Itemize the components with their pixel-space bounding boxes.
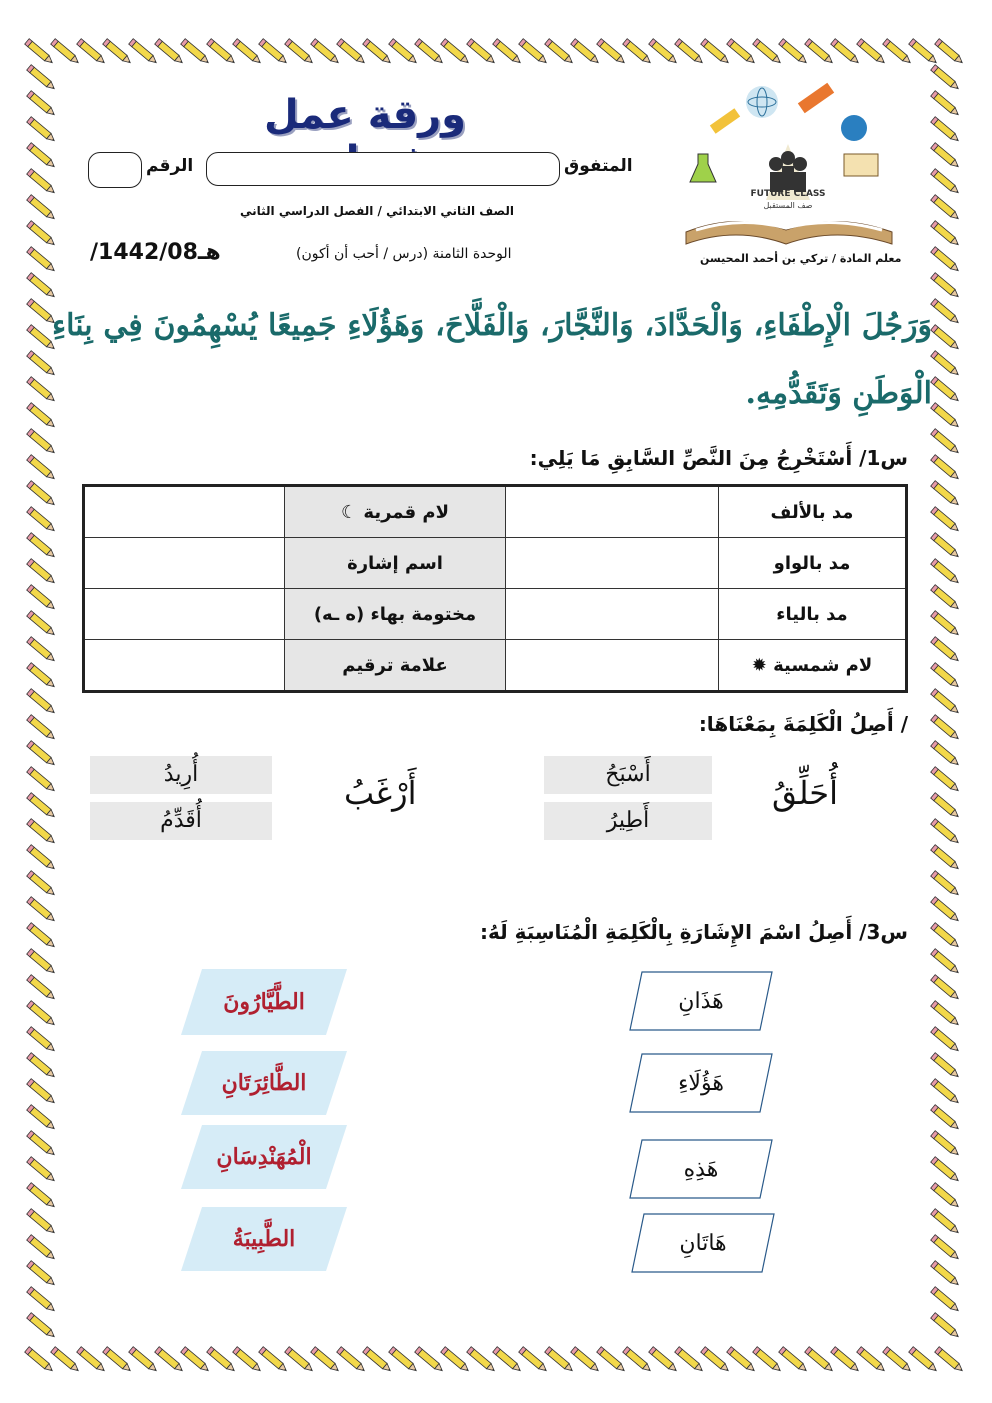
- demonstrative-text: هَاتَانِ: [679, 1230, 727, 1256]
- student-name-field[interactable]: [206, 152, 560, 186]
- student-name-label: المتفوق: [564, 156, 633, 176]
- demonstrative-text: هَؤُلَاءِ: [678, 1070, 724, 1096]
- q2-prompt: / أَصِلُ الْكَلِمَةَ بِمَعْنَاهَا:: [698, 712, 908, 736]
- word-card[interactable]: [180, 968, 348, 1036]
- q1-answer-b[interactable]: [84, 589, 285, 640]
- teacher-text: معلم المادة / تركي بن أحمد المحيسن: [700, 252, 902, 265]
- q1-prompt: س1/ أَسْتَخْرِجُ مِنَ النَّصِّ السَّابِقِ مَا يَلِي:: [529, 446, 908, 470]
- reading-passage: وَرَجُلَ الْإِطْفَاءِ، وَالْحَدَّادَ، وَالنَّجَّارَ، وَالْفَلَّاحَ، وَهَؤُلَاءِ جَمِيعًا يُسْهِمُونَ فِي بِنَاءِ الْوَطَنِ وَتَقَدُّمِهِ.: [52, 308, 932, 411]
- q2-word[interactable]: أُحَلِّقُ: [772, 774, 838, 812]
- future-class-logo: [666, 72, 912, 248]
- q2-option[interactable]: أَطِيرُ: [544, 802, 712, 840]
- q2-option[interactable]: أُقَدِّمُ: [90, 802, 272, 840]
- grade-text: الصف الثاني الابتدائي / الفصل الدراسي الثاني: [240, 204, 514, 218]
- table-row: [84, 486, 907, 538]
- page-title: ورقة عمل: [263, 92, 467, 138]
- date-text: /1442/08هـ: [90, 240, 221, 265]
- word-card[interactable]: [180, 1050, 348, 1116]
- demonstrative-text: هَذِهِ: [683, 1156, 719, 1182]
- q1-answer-a[interactable]: [506, 486, 719, 538]
- q1-label-b: اسم إشارة: [285, 538, 506, 589]
- q1-label-b: مختومة بهاء (ه ـه): [285, 589, 506, 640]
- word-text: الطَّبِيبَةُ: [232, 1226, 296, 1252]
- q2-word[interactable]: أَرْغَبُ: [344, 774, 417, 812]
- q1-answer-b[interactable]: [84, 640, 285, 692]
- q1-label-b: علامة ترقيم: [285, 640, 506, 692]
- table-row: [84, 589, 907, 640]
- q1-label-a: مد بالألف: [719, 486, 907, 538]
- q3-prompt: س3/ أَصِلُ اسْمَ الإِشَارَةِ بِالْكَلِمَةِ الْمُنَاسِبَةِ لَهُ:: [479, 920, 908, 944]
- logo-subtext: صف المستقبل: [763, 201, 813, 210]
- q1-answer-b[interactable]: [84, 486, 285, 538]
- table-row: [84, 538, 907, 589]
- q2-option[interactable]: أَسْبَحُ: [544, 756, 712, 794]
- number-field[interactable]: [88, 152, 142, 188]
- demonstrative-card[interactable]: [628, 1052, 774, 1114]
- q1-table: [82, 484, 908, 693]
- unit-text: الوحدة الثامنة (درس / أحب أن أكون): [296, 246, 512, 262]
- demonstrative-card[interactable]: [628, 970, 774, 1032]
- q1-answer-a[interactable]: [506, 538, 719, 589]
- word-text: الْمُهَنْدِسَانِ: [216, 1144, 312, 1170]
- q1-answer-a[interactable]: [506, 589, 719, 640]
- q1-label-a: لام شمسية ✹: [719, 640, 907, 692]
- q1-label-a: مد بالياء: [719, 589, 907, 640]
- q1-label-b: لام قمرية ☾: [285, 486, 506, 538]
- demonstrative-card[interactable]: [628, 1138, 774, 1200]
- number-label: الرقم: [146, 156, 194, 176]
- table-row: [84, 640, 907, 692]
- logo-text: FUTURE CLASS: [750, 189, 826, 199]
- q2-option[interactable]: أُرِيدُ: [90, 756, 272, 794]
- word-card[interactable]: [180, 1206, 348, 1272]
- demonstrative-card[interactable]: [630, 1212, 776, 1274]
- word-text: الطَّيَّارُونَ: [223, 989, 305, 1015]
- demonstrative-text: هَذَانِ: [678, 988, 724, 1014]
- q1-answer-b[interactable]: [84, 538, 285, 589]
- word-card[interactable]: [180, 1124, 348, 1190]
- q1-answer-a[interactable]: [506, 640, 719, 692]
- word-text: الطَّائِرَتَانِ: [221, 1070, 307, 1096]
- q1-label-a: مد بالواو: [719, 538, 907, 589]
